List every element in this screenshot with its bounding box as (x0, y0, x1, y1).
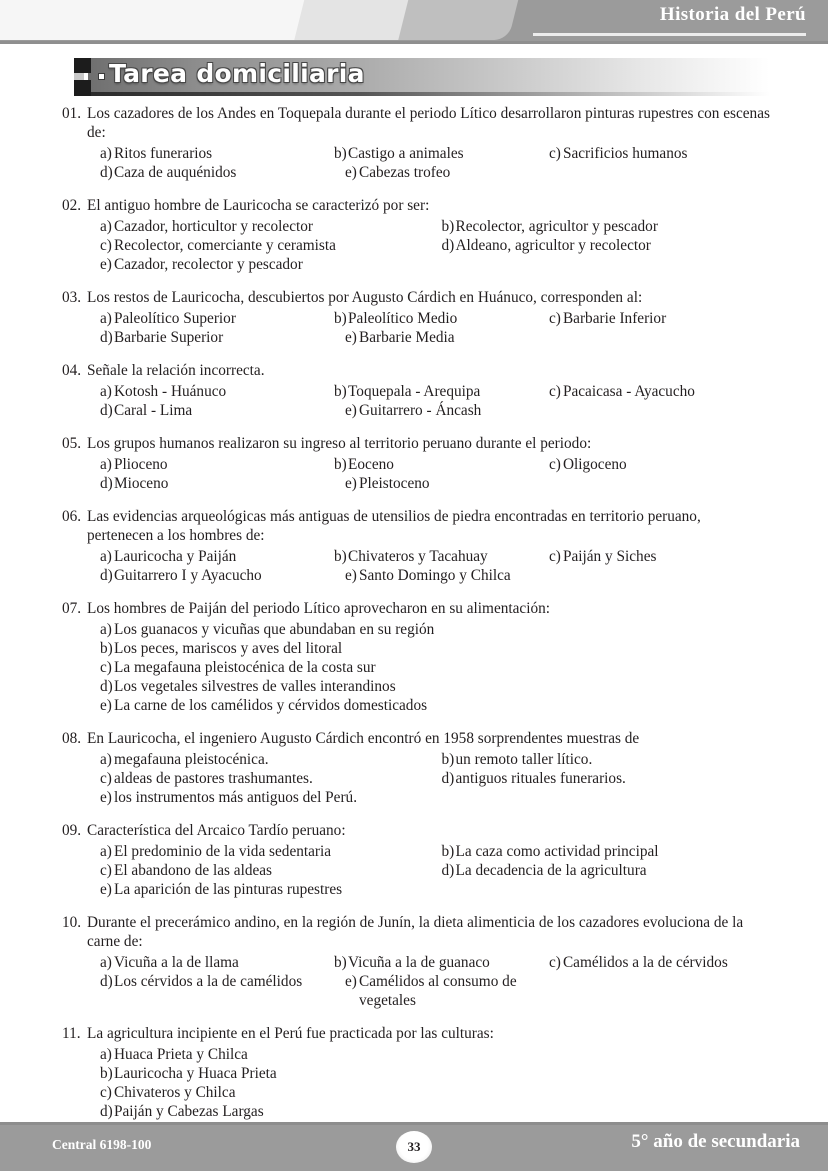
question-stem (62, 361, 770, 380)
answer-option[interactable] (87, 217, 429, 236)
option-text: Paiján y Cabezas Largas (114, 1103, 264, 1120)
question-item (0, 599, 828, 715)
option-text: Guitarrero I y Ayacucho (114, 567, 262, 584)
option-row (87, 1064, 770, 1083)
answer-option[interactable] (321, 382, 536, 401)
page-number-badge (396, 1131, 432, 1163)
question-stem (62, 104, 770, 142)
option-text: antiguos rituales funerarios. (455, 770, 626, 787)
option-text: Chivateros y Chilca (114, 1084, 236, 1101)
answer-option[interactable] (87, 750, 429, 769)
question-stem-text: Los cazadores de los Andes en Toquepala durante el periodo Lítico desarrollaron pinturas rupestres con escenas de: (87, 105, 770, 141)
option-row (87, 255, 770, 274)
option-letter: d) (100, 678, 113, 695)
option-text: Ritos funerarios (114, 145, 213, 162)
option-row (87, 788, 770, 807)
option-letter: e) (100, 881, 112, 898)
question-spacer (0, 182, 828, 196)
page-footer (0, 1122, 828, 1171)
option-text: los instrumentos más antiguos del Perú. (114, 789, 358, 806)
answer-option[interactable] (87, 1064, 770, 1083)
option-letter: b) (441, 843, 455, 860)
option-letter: a) (100, 548, 112, 565)
question-spacer (0, 715, 828, 729)
option-text: Kotosh - Huánuco (114, 383, 227, 400)
answer-option[interactable] (429, 750, 771, 769)
option-letter: e) (345, 402, 357, 419)
option-row (87, 236, 770, 255)
question-item (0, 361, 828, 420)
question-spacer (0, 420, 828, 434)
question-spacer (0, 274, 828, 288)
option-text: aldeas de pastores trashumantes. (114, 770, 313, 787)
option-letter: a) (100, 954, 112, 971)
option-group (87, 382, 770, 420)
question-stem (62, 599, 770, 618)
option-letter: a) (100, 218, 112, 235)
question-stem (62, 288, 770, 307)
banner-accent-notch (74, 73, 84, 80)
question-stem (62, 1024, 770, 1043)
question-list (0, 104, 828, 1140)
question-number: 11. (62, 1025, 81, 1042)
option-text: Eoceno (348, 456, 394, 473)
option-letter: c) (100, 770, 112, 787)
bullet-dot-icon (99, 74, 104, 79)
option-row (87, 769, 770, 788)
option-letter: a) (100, 1046, 112, 1063)
option-row (87, 1102, 770, 1121)
option-letter: a) (100, 751, 112, 768)
answer-option[interactable] (536, 309, 770, 328)
answer-option[interactable] (87, 163, 332, 182)
question-number: 02. (62, 197, 82, 214)
option-letter: b) (334, 145, 347, 162)
option-row (87, 972, 770, 1010)
option-text: Caza de auquénidos (114, 164, 237, 181)
option-text: Sacrificios humanos (562, 145, 688, 162)
question-spacer (0, 347, 828, 361)
question-spacer (0, 493, 828, 507)
option-group (87, 750, 770, 807)
answer-option[interactable] (87, 1102, 770, 1121)
question-spacer (0, 585, 828, 599)
question-item (0, 434, 828, 493)
option-text: Aldeano, agricultor y recolector (455, 237, 651, 254)
option-text: Pleistoceno (359, 475, 430, 492)
option-letter: d) (100, 1103, 113, 1120)
header-bottom-edge (0, 41, 828, 44)
option-letter: e) (345, 329, 357, 346)
option-letter: b) (334, 310, 347, 327)
option-text: Cazador, horticultor y recolector (114, 218, 314, 235)
question-stem-text: Señale la relación incorrecta. (87, 362, 265, 379)
option-text: Lauricocha y Paiján (114, 548, 237, 565)
option-row (87, 566, 770, 585)
answer-option[interactable] (429, 236, 771, 255)
option-letter: e) (345, 475, 357, 492)
option-letter: a) (100, 456, 112, 473)
question-stem-text: Durante el precerámico andino, en la región de Junín, la dieta alimenticia de los cazadores evoluciona de la carne de: (87, 914, 744, 950)
option-group (87, 953, 770, 1010)
option-letter: a) (100, 383, 112, 400)
option-letter: b) (334, 456, 347, 473)
question-item (0, 821, 828, 899)
answer-option[interactable] (87, 677, 770, 696)
answer-option[interactable] (87, 953, 321, 972)
option-row (87, 455, 770, 474)
question-stem (62, 434, 770, 453)
answer-option[interactable] (332, 401, 557, 420)
option-text: Oligoceno (562, 456, 627, 473)
option-letter: e) (345, 164, 357, 181)
answer-option[interactable] (87, 842, 429, 861)
option-text: Barbarie Superior (114, 329, 224, 346)
option-letter: a) (100, 621, 112, 638)
answer-option[interactable] (536, 953, 770, 972)
option-letter: d) (441, 862, 455, 879)
option-text: Lauricocha y Huaca Prieta (114, 1065, 277, 1082)
option-letter: c) (100, 237, 112, 254)
answer-option[interactable] (87, 696, 770, 715)
option-group (87, 547, 770, 585)
answer-option[interactable] (87, 658, 770, 677)
option-text: megafauna pleistocénica. (114, 751, 269, 768)
option-text: Cabezas trofeo (359, 164, 451, 181)
option-text: Cazador, recolector y pescador (114, 256, 303, 273)
option-row (87, 880, 770, 899)
answer-option[interactable] (87, 788, 457, 807)
answer-option[interactable] (536, 455, 770, 474)
option-text: Recolector, comerciante y ceramista (114, 237, 336, 254)
answer-option[interactable] (332, 474, 557, 493)
answer-option[interactable] (87, 474, 332, 493)
option-group (87, 144, 770, 182)
option-letter: d) (100, 329, 113, 346)
option-row (87, 1083, 770, 1102)
question-stem (62, 729, 770, 748)
option-text: Mioceno (114, 475, 169, 492)
answer-option[interactable] (536, 144, 770, 163)
answer-option[interactable] (87, 144, 321, 163)
option-letter: e) (100, 256, 112, 273)
option-text: Caral - Lima (114, 402, 193, 419)
question-number: 06. (62, 508, 82, 525)
option-text: Camélidos a la de cérvidos (562, 954, 728, 971)
answer-option[interactable] (87, 620, 770, 639)
question-stem-text: En Lauricocha, el ingeniero Augusto Cárdich encontró en 1958 sorprendentes muestras de (87, 730, 640, 747)
option-text: Vicuña a la de llama (114, 954, 239, 971)
option-text: Paleolítico Superior (114, 310, 236, 327)
option-letter: b) (334, 548, 347, 565)
question-stem-text: Característica del Arcaico Tardío peruano: (87, 822, 346, 839)
question-spacer (0, 807, 828, 821)
option-letter: b) (334, 954, 347, 971)
question-number: 04. (62, 362, 82, 379)
banner-accent-block-bottom (74, 80, 91, 96)
question-number: 05. (62, 435, 82, 452)
answer-option[interactable] (321, 144, 536, 163)
question-item (0, 288, 828, 347)
answer-option[interactable] (332, 972, 557, 1010)
question-spacer (0, 899, 828, 913)
option-row (87, 474, 770, 493)
answer-option[interactable] (321, 547, 536, 566)
question-stem-text: Los restos de Lauricocha, descubiertos por Augusto Cárdich en Huánuco, corresponden al: (87, 289, 643, 306)
page-title: Historia del Perú (659, 4, 806, 25)
answer-option[interactable] (321, 455, 536, 474)
answer-option[interactable] (87, 861, 429, 880)
option-letter: b) (441, 218, 455, 235)
header-band-mid (398, 0, 519, 40)
question-number: 08. (62, 730, 82, 747)
option-text: Los guanacos y vicuñas que abundaban en su región (114, 621, 435, 638)
option-letter: d) (441, 770, 455, 787)
question-item (0, 104, 828, 182)
option-text: Camélidos al consumo de vegetales (359, 973, 517, 1009)
section-banner (0, 58, 828, 98)
answer-option[interactable] (87, 1045, 770, 1064)
answer-option[interactable] (429, 842, 771, 861)
option-letter: c) (548, 383, 561, 400)
question-item (0, 913, 828, 1010)
option-row (87, 309, 770, 328)
option-row (87, 658, 770, 677)
answer-option[interactable] (332, 163, 557, 182)
option-text: Chivateros y Tacahuay (348, 548, 488, 565)
footer-contact-text: Central 6198-100 (52, 1137, 152, 1152)
option-text: Barbarie Media (359, 329, 455, 346)
option-row (87, 217, 770, 236)
question-stem-text: Las evidencias arqueológicas más antiguas de utensilios de piedra encontradas en territorio peruano, pertenecen a los hombres de: (87, 508, 701, 544)
option-text: Vicuña a la de guanaco (348, 954, 490, 971)
answer-option[interactable] (87, 547, 321, 566)
header-rule (533, 33, 806, 36)
question-stem-text: Los grupos humanos realizaron su ingreso al territorio peruano durante el periodo: (87, 435, 592, 452)
page-header (0, 0, 828, 44)
option-text: La megafauna pleistocénica de la costa sur (114, 659, 376, 676)
option-letter: e) (100, 697, 112, 714)
option-text: Los peces, mariscos y aves del litoral (114, 640, 343, 657)
option-row (87, 163, 770, 182)
answer-option[interactable] (321, 309, 536, 328)
answer-option[interactable] (321, 953, 536, 972)
option-row (87, 401, 770, 420)
option-letter: c) (548, 310, 561, 327)
question-stem (62, 821, 770, 840)
question-number: 03. (62, 289, 82, 306)
answer-option[interactable] (87, 566, 332, 585)
option-text: Toquepala - Arequipa (348, 383, 481, 400)
option-group (87, 842, 770, 899)
option-text: Pacaicasa - Ayacucho (562, 383, 695, 400)
answer-option[interactable] (87, 769, 429, 788)
option-text: Santo Domingo y Chilca (359, 567, 511, 584)
option-text: Plioceno (114, 456, 168, 473)
option-text: El abandono de las aldeas (114, 862, 273, 879)
question-stem-text: La agricultura incipiente en el Perú fue practicada por las culturas: (87, 1025, 494, 1042)
footer-top-rule (0, 1122, 828, 1125)
answer-option[interactable] (87, 236, 429, 255)
question-stem-text: El antiguo hombre de Lauricocha se caracterizó por ser: (87, 197, 430, 214)
answer-option[interactable] (429, 217, 771, 236)
option-group (87, 309, 770, 347)
answer-option[interactable] (536, 382, 770, 401)
question-number: 09. (62, 822, 82, 839)
option-letter: c) (100, 1084, 112, 1101)
option-text: Barbarie Inferior (562, 310, 667, 327)
section-banner-title: Tarea domiciliaria (109, 59, 365, 88)
answer-option[interactable] (87, 401, 332, 420)
question-number: 01. (62, 105, 82, 122)
option-row (87, 696, 770, 715)
question-spacer (0, 1010, 828, 1024)
option-letter: a) (100, 145, 112, 162)
question-item (0, 196, 828, 274)
option-text: Los cérvidos a la de camélidos (114, 973, 303, 990)
option-text: Paleolítico Medio (348, 310, 458, 327)
option-row (87, 620, 770, 639)
option-letter: b) (441, 751, 455, 768)
option-row (87, 144, 770, 163)
option-row (87, 677, 770, 696)
answer-option[interactable] (87, 309, 321, 328)
option-text: El predominio de la vida sedentaria (114, 843, 332, 860)
question-stem (62, 507, 770, 545)
option-row (87, 750, 770, 769)
option-letter: a) (100, 843, 112, 860)
option-group (87, 455, 770, 493)
answer-option[interactable] (87, 880, 457, 899)
banner-accent-block-top (74, 58, 91, 73)
header-band-white (0, 0, 316, 40)
question-number: 10. (62, 914, 82, 931)
answer-option[interactable] (87, 328, 332, 347)
answer-option[interactable] (332, 566, 557, 585)
option-row (87, 1045, 770, 1064)
option-text: La carne de los camélidos y cérvidos domesticados (114, 697, 428, 714)
option-text: Guitarrero - Áncash (359, 402, 482, 419)
option-row (87, 639, 770, 658)
option-letter: c) (548, 145, 561, 162)
option-text: Los vegetales silvestres de valles interandinos (114, 678, 396, 695)
question-item (0, 507, 828, 585)
option-group (87, 217, 770, 274)
answer-option[interactable] (87, 382, 321, 401)
option-letter: e) (100, 789, 112, 806)
option-letter: a) (100, 310, 112, 327)
option-letter: d) (100, 402, 113, 419)
option-letter: b) (100, 1065, 113, 1082)
option-letter: c) (100, 659, 112, 676)
question-stem-text: Los hombres de Paiján del periodo Lítico aprovecharon en su alimentación: (87, 600, 551, 617)
option-letter: d) (100, 164, 113, 181)
option-text: Castigo a animales (348, 145, 464, 162)
section-banner-underline (88, 92, 770, 96)
option-row (87, 842, 770, 861)
option-letter: b) (100, 640, 113, 657)
answer-option[interactable] (87, 972, 332, 1010)
question-stem (62, 196, 770, 215)
option-row (87, 953, 770, 972)
option-letter: e) (345, 567, 357, 584)
option-letter: c) (548, 548, 561, 565)
answer-option[interactable] (87, 639, 770, 658)
option-row (87, 328, 770, 347)
option-row (87, 382, 770, 401)
answer-option[interactable] (429, 769, 771, 788)
answer-option[interactable] (536, 547, 770, 566)
question-number: 07. (62, 600, 82, 617)
option-text: Huaca Prieta y Chilca (114, 1046, 248, 1063)
option-text: La decadencia de la agricultura (455, 862, 647, 879)
option-group (87, 620, 770, 715)
header-band-light (294, 0, 415, 40)
option-row (87, 547, 770, 566)
option-letter: d) (100, 567, 113, 584)
option-letter: e) (345, 973, 357, 990)
question-stem (62, 913, 770, 951)
answer-option[interactable] (87, 1083, 770, 1102)
option-letter: d) (100, 475, 113, 492)
option-letter: d) (441, 237, 455, 254)
answer-option[interactable] (87, 255, 457, 274)
option-row (87, 861, 770, 880)
option-text: La aparición de las pinturas rupestres (114, 881, 343, 898)
option-text: un remoto taller lítico. (455, 751, 593, 768)
page-number: 33 (407, 1139, 421, 1154)
option-text: Paiján y Siches (562, 548, 657, 565)
option-text: La caza como actividad principal (455, 843, 659, 860)
question-item (0, 729, 828, 807)
option-letter: c) (548, 456, 561, 473)
option-letter: d) (100, 973, 113, 990)
footer-grade-text: 5° año de secundaria (631, 1131, 800, 1152)
answer-option[interactable] (87, 455, 321, 474)
option-letter: c) (548, 954, 561, 971)
option-letter: c) (100, 862, 112, 879)
answer-option[interactable] (429, 861, 771, 880)
answer-option[interactable] (332, 328, 557, 347)
option-text: Recolector, agricultor y pescador (455, 218, 658, 235)
option-letter: b) (334, 383, 347, 400)
